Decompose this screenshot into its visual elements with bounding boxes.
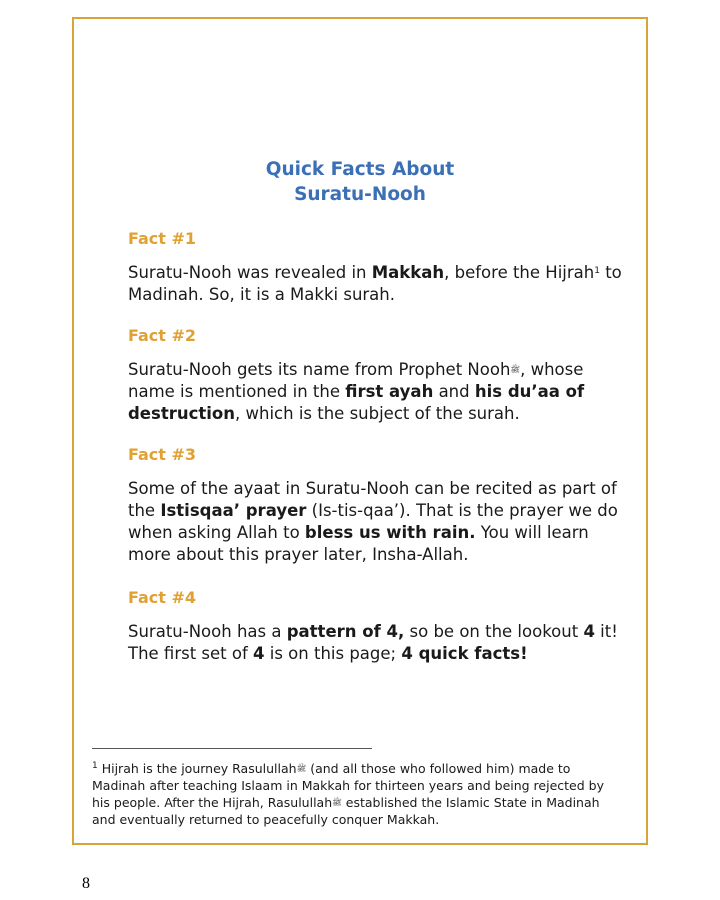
page-border-frame: [72, 17, 648, 845]
fact-1-body: Suratu-Nooh was revealed in Makkah, before the Hijrah$^1$ to Madinah. So, it is a Makki surah.: [128, 263, 622, 304]
footnote: $^1$ Hijrah is the journey Rasulullah$^ﷺ$ (and all those who followed him) made to Madinah after teaching Islaam in Makkah for thirteen years and being rejected by his people. After the Hijrah, Rasulullah$^ﷺ$ established the Islamic State in Madinah and eventually returned to peacefully conquer Makkah.: [92, 761, 604, 827]
fact-3-heading: Fact #3: [128, 445, 197, 464]
page-title: [0, 157, 720, 207]
page-number: 8: [82, 875, 90, 892]
footnote-number: 1: [92, 761, 98, 771]
salutation-glyph: ﷺ: [332, 798, 342, 807]
fact-2-heading: Fact #2: [128, 326, 197, 345]
fact-3-body: Some of the ayaat in Suratu-Nooh can be recited as part of the Istisqaa’ prayer (Is-tis-qaa’). That is the prayer we do when asking Allah to bless us with rain. You will learn more about this prayer later, Insha-Allah.: [128, 479, 618, 564]
salutation-glyph: ﷺ: [296, 764, 307, 773]
salutation-glyph: ﷺ: [510, 365, 521, 374]
page-title-line-2: Suratu-Nooh: [294, 184, 426, 205]
fact-2-body: Suratu-Nooh gets its name from Prophet Nooh$^ﷺ$, whose name is mentioned in the first ayah and his du’aa of destruction, which is the subject of the surah.: [128, 360, 585, 423]
fact-4-body: Suratu-Nooh has a pattern of 4, so be on the lookout 4 it! The first set of 4 is on this page; 4 quick facts!: [128, 622, 618, 663]
page-title-line-1: Quick Facts About: [265, 159, 455, 180]
fact-4-heading: Fact #4: [128, 588, 197, 607]
fact-1-heading: Fact #1: [128, 229, 197, 248]
footnote-divider: [92, 748, 372, 749]
footnote-marker: 1: [594, 266, 600, 276]
